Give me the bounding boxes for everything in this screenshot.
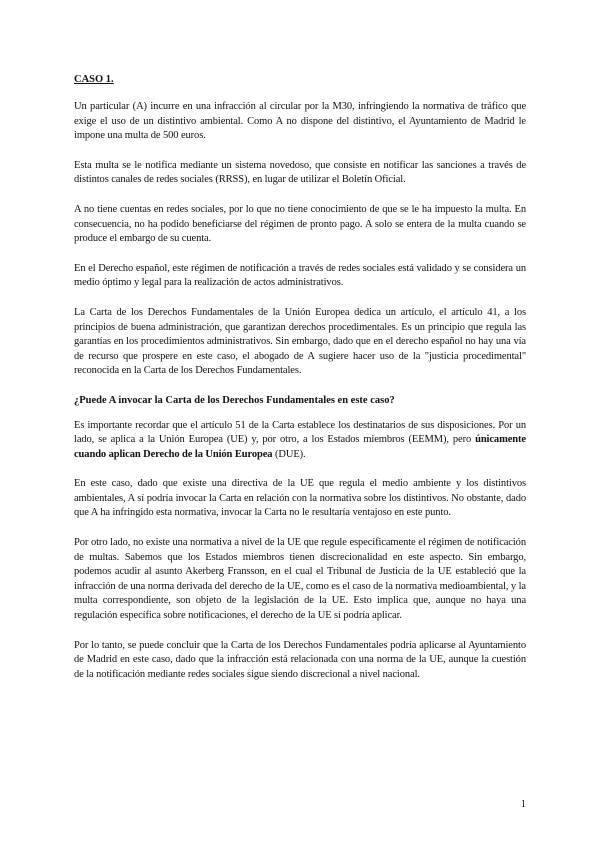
page-number: 1 <box>520 799 526 810</box>
paragraph-facts: Un particular (A) incurre en una infracción al circular por la M30, infringiendo la normativa de tráfico que exige el uso de un distintivo ambiental. Como A no dispone del distintivo, el Ayuntamiento de Madrid le impone una multa de 500 euros. <box>74 101 526 142</box>
paragraph-notification: Esta multa se le notifica mediante un sistema novedoso, que consiste en notificar las sanciones a través de distintos canales de redes sociales (RRSS), en lugar de utilizar el Boletín Oficial. <box>74 159 526 186</box>
document-body <box>74 72 526 697</box>
paragraph-akerberg-fransson: Por otro lado, no existe una normativa a nivel de la UE que regule específicamente el régimen de notificación de multas. Sabemos que los Estados miembros tienen discrecionalidad en este aspecto. Sin embargo, podemos acudir al asunto Akerberg Fransson, en el cual el Tribunal de Justicia de la UE estableció que la infracción de una norma derivada del derecho de la UE, como es el caso de la normativa medioambiental, y la multa correspondiente, son objeto de la legislación de la UE. Esto implica que, aunque no haya una regulación específica sobre notificaciones, el derecho de la UE sí podría aplicar. <box>74 537 526 622</box>
paragraph-charter-article-41: La Carta de los Derechos Fundamentales de la Unión Europea dedica un artículo, el artículo 41, a los principios de buena administración, que garantizan derechos procedimentales. Es un principio que regula las garantías en los procedimientos administrativos. Sin embargo, dado que en el derecho español no hay una vía de recurso que prospere en este caso, el abogado de A sugiere hacer uso de la "justicia procedimental" reconocida en la Carta de los Derechos Fundamentales. <box>74 306 526 377</box>
paragraph-environment-directive: En este caso, dado que existe una directiva de la UE que regula el medio ambiente y los distintivos ambientales, A sí podría invocar la Carta en relación con la normativa sobre los distintivos. No obstante, dado que A ha infringido esta normativa, invocar la Carta no le resultaría ventajoso en este punto. <box>74 478 526 519</box>
paragraph-article-51 <box>74 419 526 463</box>
paragraph-no-accounts: A no tiene cuentas en redes sociales, por lo que no tiene conocimiento de que se le ha impuesto la multa. En consecuencia, no ha podido beneficiarse del régimen de pronto pago. A solo se entera de la multa cuando se produce el embargo de su cuenta. <box>74 203 526 245</box>
article-51-suffix: (DUE). <box>272 448 306 460</box>
question-heading: ¿Puede A invocar la Carta de los Derechos Fundamentales en este caso? <box>74 394 395 406</box>
article-51-text: Es importante recordar que el artículo 51 de la Carta establece los destinatarios de sus disposiciones. Por un lado, se aplica a la Unión Europea (UE) y, por otro, a los Estados miembros (EEMM), pero <box>74 419 526 446</box>
article-51-emphasis: únicamente cuando aplican Derecho de la Unión Europea <box>74 434 526 460</box>
paragraph-spanish-law: En el Derecho español, este régimen de notificación a través de redes sociales está validado y se considera un medio óptimo y legal para la realización de actos administrativos. <box>74 262 526 289</box>
case-heading: CASO 1. <box>74 74 114 85</box>
paragraph-conclusion: Por lo tanto, se puede concluir que la Carta de los Derechos Fundamentales podría aplicarse al Ayuntamiento de Madrid en este caso, dado que la infracción está relacionada con una norma de la UE, aunque la cuestión de la notificación mediante redes sociales sigue siendo discrecional a nivel nacional. <box>74 639 526 680</box>
